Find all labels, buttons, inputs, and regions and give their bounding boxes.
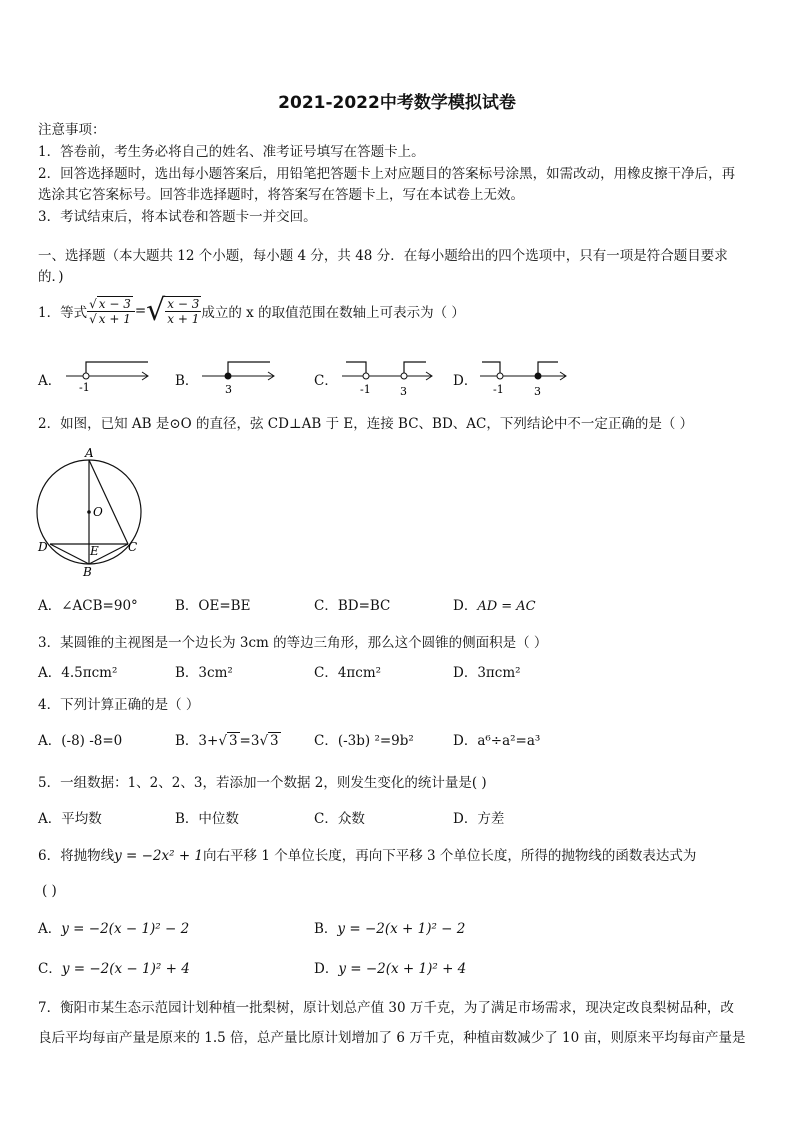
q2-option-c: C．BD=BC xyxy=(314,598,391,614)
q6-option-d-label: D． xyxy=(314,961,339,977)
q3-option-a: A．4.5πcm² xyxy=(38,665,118,681)
question-1 xyxy=(38,293,465,328)
q1-fraction-right xyxy=(165,296,201,326)
q6-option-d-expr: y = −2(x + 1)² + 4 xyxy=(338,961,467,977)
note-item-2-cont: 选涂其它答案标号。回答非选择题时，将答案写在答题卡上，写在本试卷上无效。 xyxy=(38,187,524,203)
q5-option-a: A．平均数 xyxy=(38,811,102,827)
q6-option-b-label: B． xyxy=(314,921,338,937)
q1-equals: = xyxy=(134,303,147,319)
q1-num-b: x − 3 xyxy=(167,297,200,311)
q2-option-b: B．OE=BE xyxy=(175,598,251,614)
q1-den-b: x + 1 xyxy=(167,312,200,326)
q2-option-d-math: AD = AC xyxy=(477,599,536,614)
q5-option-d: D．方差 xyxy=(453,811,505,827)
q6-pre: 6．将抛物线 xyxy=(38,848,115,864)
q4-option-b-pre: B．3+ xyxy=(175,733,219,749)
point-label-c: C xyxy=(128,540,138,554)
point-label-o: O xyxy=(93,505,103,519)
question-3: 3．某圆锥的主视图是一个边长为 3cm 的等边三角形，那么这个圆锥的侧面积是（ ） xyxy=(38,635,548,651)
q2-circle-figure xyxy=(30,443,145,578)
radical-sign-icon: √ xyxy=(218,733,227,749)
question-2: 2．如图，已知 AB 是⊙O 的直径，弦 CD⊥AB 于 E，连接 BC、BD、AC，下列结论中不一定正确的是（ ） xyxy=(38,416,694,432)
q1-option-a-numberline xyxy=(64,356,156,398)
tick-label: -1 xyxy=(79,381,90,394)
page-title: 2021-2022中考数学模拟试卷 xyxy=(278,93,516,113)
q1-option-c-numberline xyxy=(340,356,436,398)
q1-option-b-label: B． xyxy=(175,373,199,389)
q1-fraction-left xyxy=(87,297,135,326)
q6-option-d xyxy=(314,958,466,980)
note-item-3: 3．考试结束后，将本试卷和答题卡一并交回。 xyxy=(38,209,317,225)
question-5: 5．一组数据：1、2、2、3，若添加一个数据 2，则发生变化的统计量是( ) xyxy=(38,775,487,791)
radical-sign-icon: √ xyxy=(89,296,97,311)
radical-sign-icon: √ xyxy=(89,311,97,326)
question-4: 4．下列计算正确的是（ ） xyxy=(38,697,200,713)
q3-option-b: B．3cm² xyxy=(175,665,233,681)
q6-option-c-expr: y = −2(x − 1)² + 4 xyxy=(61,961,190,977)
point-label-b: B xyxy=(83,565,92,578)
question-7-cont: 良后平均每亩产量是原来的 1.5 倍，总产量比原计划增加了 6 万千克，种植亩数减少了 10 亩，则原来平均每亩产量是 xyxy=(38,1030,746,1046)
q6-expr: y = −2x² + 1 xyxy=(114,848,204,864)
q6-option-c-label: C． xyxy=(38,961,62,977)
q6-option-a xyxy=(38,918,189,940)
note-item-1: 1．答卷前，考生务必将自己的姓名、准考证号填写在答题卡上。 xyxy=(38,144,425,160)
q1-option-d-numberline xyxy=(478,356,570,398)
q6-option-a-label: A． xyxy=(38,921,62,937)
q4-option-c: C．(-3b) ²=9b² xyxy=(314,733,414,749)
q4-option-b-mid: =3 xyxy=(239,733,260,749)
note-item-2: 2．回答选择题时，选出每小题答案后，用铅笔把答题卡上对应题目的答案标号涂黑，如需改动，用橡皮擦干净后，再 xyxy=(38,166,736,182)
tick-label: 3 xyxy=(534,385,541,398)
section-heading: 一、选择题（本大题共 12 个小题，每小题 4 分，共 48 分．在每小题给出的四个选项中，只有一项是符合题目要求 xyxy=(38,248,728,264)
q1-num-a: x − 3 xyxy=(98,296,131,311)
q1-option-a-label: A． xyxy=(38,373,62,389)
q4-option-b xyxy=(175,730,281,752)
q2-option-d-label: D． xyxy=(453,598,478,614)
tick-label: -1 xyxy=(493,383,504,396)
point-label-e: E xyxy=(90,544,99,558)
q4-option-a: A．(-8) -8=0 xyxy=(38,733,123,749)
q2-option-a: A．∠ACB=90° xyxy=(38,598,138,614)
question-7: 7．衡阳市某生态示范园计划种植一批梨树，原计划总产值 30 万千克，为了满足市场需求，现决定改良梨树品种，改 xyxy=(38,1000,734,1016)
tick-label: 3 xyxy=(400,385,407,398)
tick-label: 3 xyxy=(225,383,232,396)
q1-prefix: 1．等式 xyxy=(38,305,88,321)
q6-option-a-expr: y = −2(x − 1)² − 2 xyxy=(61,921,190,937)
point-label-a: A xyxy=(85,446,94,460)
q1-den-a: x + 1 xyxy=(98,311,131,326)
q3-option-d: D．3πcm² xyxy=(453,665,521,681)
q6-post: 向右平移 1 个单位长度，再向下平移 3 个单位长度，所得的抛物线的函数表达式为 xyxy=(203,848,697,864)
q2-option-d xyxy=(453,595,536,618)
notes-heading: 注意事项： xyxy=(38,122,106,138)
radical-sign-icon: √ xyxy=(259,733,269,749)
tick-label: -1 xyxy=(360,383,371,396)
q1-option-c-label: C． xyxy=(314,373,338,389)
question-6 xyxy=(38,845,696,867)
q5-option-c: C．众数 xyxy=(314,811,365,827)
q5-option-b: B．中位数 xyxy=(175,811,239,827)
radical-sign-icon: √ xyxy=(146,293,166,328)
q4-option-b-rad2: 3 xyxy=(270,733,279,749)
q4-option-d: D．a⁶÷a²=a³ xyxy=(453,733,541,749)
q1-suffix: 成立的 x 的取值范围在数轴上可表示为（ ） xyxy=(201,305,465,321)
point-label-d: D xyxy=(38,540,48,554)
q6-option-b xyxy=(314,918,465,940)
q6-option-b-expr: y = −2(x + 1)² − 2 xyxy=(337,921,466,937)
q1-option-d-label: D． xyxy=(453,373,478,389)
section-heading-cont: 的．) xyxy=(38,269,64,285)
q1-option-b-numberline xyxy=(200,356,280,398)
q6-option-c xyxy=(38,958,190,980)
q3-option-c: C．4πcm² xyxy=(314,665,382,681)
q6-answer-paren: ( ) xyxy=(42,883,57,899)
q4-option-b-rad1: 3 xyxy=(228,733,238,749)
